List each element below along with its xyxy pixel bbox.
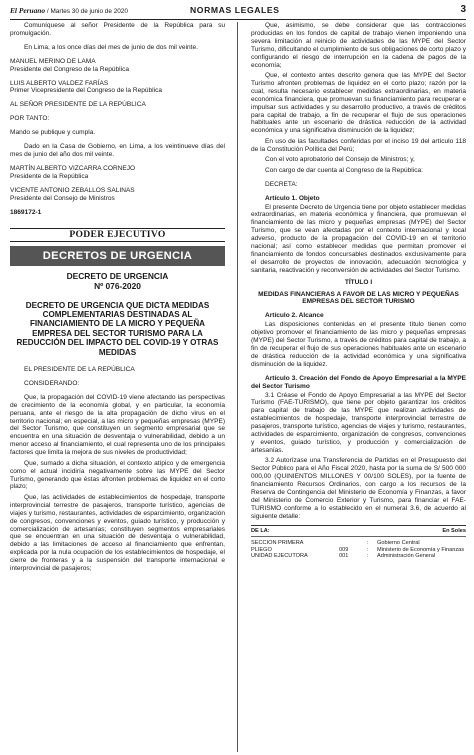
- table-header-right: En Soles: [442, 527, 466, 534]
- decree-title: [10, 272, 225, 291]
- signature-role: Presidente del Congreso de la República: [10, 65, 130, 73]
- decree-number: Nº 076-2020: [94, 281, 141, 291]
- signature-role: Presidente del Consejo de Ministros: [10, 194, 115, 202]
- paragraph: Con cargo de dar cuenta al Congreso de la República:: [265, 166, 423, 174]
- row-sep: :: [367, 540, 369, 547]
- paragraph: CONSIDERANDO:: [24, 379, 80, 387]
- paragraph: 3.1 Créase el Fondo de Apoyo Empresarial a las MYPE del Sector Turismo (FAE-TURISMO), que tiene por objeto garantizar los créditos para capital de trabajo de las MYPE que realizan actividades de establecimientos de hospedaje, transporte interprovincial terrestre de pasajeros, transporte turístico, agencias de viajes y turismo, restaurantes, actividades de esparcimiento, organización de congresos, convenciones y eventos, guiado turístico, y producción y comercialización de artesanías.: [251, 391, 466, 454]
- paragraph: POR TANTO:: [10, 115, 50, 123]
- paragraph: Que, asimismo, se debe considerar que las contracciones producidas en los fondos de capital de trabajo vienen imponiendo una severa limitación al reinicio de actividades de las MYPE del Sector Turismo, dificultando el cumplimiento de sus obligaciones de corto plazo y configurando el riesgo de interrupción en la cadena de pagos de la economía;: [251, 22, 466, 69]
- page-number: 3: [460, 4, 466, 15]
- header-section: NORMAS LEGALES: [190, 5, 280, 15]
- signature-role: Presidente de la República: [10, 172, 89, 180]
- header-date: / Martes 30 de junio de 2020: [46, 8, 128, 15]
- table-row: [251, 553, 466, 560]
- decree-title-line: DECRETO DE URGENCIA: [66, 271, 169, 282]
- paragraph: Dado en la Casa de Gobierno, en Lima, a los veintinueve días del mes de junio del año dos mil veinte.: [10, 143, 225, 158]
- paragraph: En Lima, a los once días del mes de junio de dos mil veinte.: [24, 43, 198, 51]
- title-subheading: MEDIDAS FINANCIERAS A FAVOR DE LAS MICRO Y PEQUEÑAS EMPRESAS DEL SECTOR TURISMO: [258, 290, 459, 306]
- table-row: [251, 547, 466, 554]
- row-sep: :: [367, 553, 369, 560]
- signature-name: MARTÍN ALBERTO VIZCARRA CORNEJO: [10, 164, 136, 172]
- row-code: 001: [339, 553, 349, 560]
- right-column: [251, 22, 466, 560]
- paragraph: Las disposiciones contenidas en el presente título tienen como objetivo promover el financiamiento de las micro y pequeñas empresas (MYPE) del Sector Turismo, a través de créditos para capital de trabajo, a fin de recuperar el flujo de sus operaciones habituales ante un escenario de drástica reducción de la actividad económica y una significativa disminución de la liquidez.: [251, 321, 466, 368]
- paragraph: El presente Decreto de Urgencia tiene por objeto establecer medidas extraordinarias, en materia económica y financiera, que promuevan el financiamiento de las micro y pequeñas empresas (MYPE) del Sector Turismo, que se vean afectadas por el contexto internacional y local adverso, producto de la propagación del COVID-19 en el territorio nacional; así como establecer medidas que permitan promover el financiamiento de fondos concursables destinados exclusivamente para el desarrollo de proyectos de innovación, adecuación tecnológica y sanitaria, reactivación y reconversión de actividades del Sector Turismo.: [251, 203, 466, 274]
- section-heading-poder-ejecutivo: PODER EJECUTIVO: [10, 228, 225, 242]
- article-heading: Artículo 1. Objeto: [265, 194, 320, 202]
- column-divider: [237, 22, 238, 752]
- row-label: UNIDAD EJECUTORA: [251, 553, 308, 560]
- paragraph: 3.2 Autorízase una Transferencia de Partidas en el Presupuesto del Sector Público para el Año Fiscal 2020, hasta por la suma de S/ 500 000 000,00 (QUINIENTOS MILLONES Y 00/100 SOLES), por la fuente de financiamiento Recursos Ordinarios, con cargo a los recursos de la Reserva de Contingencia del Ministerio de Economía y Finanzas, a favor del Ministerio de Comercio Exterior y Turismo, para financiar el FAE-TURISMO conforme a lo establecido en el numeral 3.6, de acuerdo al siguiente detalle:: [251, 457, 466, 520]
- row-sep: :: [367, 546, 369, 553]
- paragraph: Que, sumado a dicha situación, el contexto atípico y de emergencia como el actual incidiría negativamente sobre las MYPE del Sector Turismo, generando que éstas afronten problemas de liquidez en el corto plazo;: [10, 459, 225, 491]
- section-banner: DECRETOS DE URGENCIA: [10, 246, 225, 266]
- budget-table: [251, 525, 466, 560]
- newspaper-name: El Peruano: [10, 6, 46, 15]
- row-value: Ministerio de Economía y Finanzas: [377, 546, 465, 553]
- paragraph: Con el voto aprobatorio del Consejo de Ministros; y,: [265, 156, 415, 164]
- left-column: [10, 22, 225, 576]
- paragraph: Que, la propagación del COVID-19 viene afectando las perspectivas de crecimiento de la economía global, y en particular, la economía peruana, ante el riesgo de la alta propagación de dicho virus en el territorio nacional; en especial, a las micro y pequeñas empresas (MYPE) del Sector Turismo, que constituyen un segmento empresarial que se encuentra en una situación de desventaja o vulnerabilidad, debido a un menor acceso al financiamiento, el cual representa uno de los principales factores que limita la mejora de sus niveles de productividad;: [10, 393, 225, 457]
- paragraph: Mando se publique y cumpla.: [10, 129, 96, 137]
- page-header: [10, 4, 466, 20]
- document-code: 1869172-1: [10, 208, 42, 216]
- row-code: 009: [339, 546, 349, 553]
- paragraph: Que, las actividades de establecimientos de hospedaje, transporte interprovincial terrestre de pasajeros, transporte turístico, agencias de viajes y turismo, restaurantes, actividades de esparcimiento, organización de congresos, convenciones y eventos, guiado turístico, y producción y comercialización de artesanías; constituyen segmentos empresariales que se encuentran en una situación de desventaja o vulnerabilidad, debido a las limitaciones de acceso al financiamiento que enfrentan, explicada por la nula ocupación de los establecimientos de hospedaje, el cierre de fronteras y a la suspensión del transporte internacional e interprovincial de pasajeros;: [10, 493, 225, 573]
- paragraph: AL SEÑOR PRESIDENTE DE LA REPÚBLICA: [10, 101, 146, 109]
- table-header-left: DE LA:: [251, 527, 270, 534]
- paragraph: EL PRESIDENTE DE LA REPÚBLICA: [24, 366, 135, 374]
- header-masthead: [10, 6, 128, 15]
- row-code: [339, 540, 367, 547]
- table-row: [251, 540, 466, 547]
- signature-name: VICENTE ANTONIO ZEBALLOS SALINAS: [10, 186, 135, 194]
- signature-name: LUIS ALBERTO VALDEZ FARÍAS: [10, 79, 109, 87]
- budget-table-header: [251, 526, 466, 538]
- signature-name: MANUEL MERINO DE LAMA: [10, 57, 96, 65]
- paragraph: En uso de las facultades conferidas por el inciso 19 del artículo 118 de la Constitución Política del Perú;: [251, 137, 466, 153]
- paragraph: DECRETA:: [265, 180, 298, 188]
- signature-role: Primer Vicepresidente del Congreso de la República: [10, 87, 162, 95]
- row-value: Gobierno Central: [377, 540, 420, 547]
- article-heading: Artículo 3. Creación del Fondo de Apoyo Empresarial a la MYPE del Sector Turismo: [251, 374, 466, 390]
- row-label: PLIEGO: [251, 546, 272, 553]
- row-value: Administración General: [377, 553, 436, 560]
- title-heading: TÍTULO I: [344, 278, 373, 286]
- decree-subtitle: DECRETO DE URGENCIA QUE DICTA MEDIDAS COMPLEMENTARIAS DESTINADAS AL FINANCIAMIENTO DE LA MICRO Y PEQUEÑA EMPRESA DEL SECTOR TURISMO PARA LA REDUCCIÓN DEL IMPACTO DEL COVID-19 Y OTRAS MEDIDAS: [16, 300, 219, 357]
- row-label: SECCION PRIMERA: [251, 540, 304, 547]
- article-heading: Artículo 2. Alcance: [265, 312, 324, 320]
- paragraph: Comuníquese al señor Presidente de la República para su promulgación.: [10, 22, 225, 37]
- paragraph: Que, el contexto antes descrito genera que las MYPE del Sector Turismo afronten problemas de liquidez en el corto plazo; razón por la cual, resulta necesario establecer medidas extraordinarias, en materia económica financiera, que promuevan su financiamiento para recuperar e impulsar sus actividades y su desarrollo productivo, a través de créditos para capital de trabajo, a fin de recuperar el flujo de sus operaciones habituales ante un escenario de drástica reducción de la actividad económica y una significativa disminución de la liquidez;: [251, 72, 466, 135]
